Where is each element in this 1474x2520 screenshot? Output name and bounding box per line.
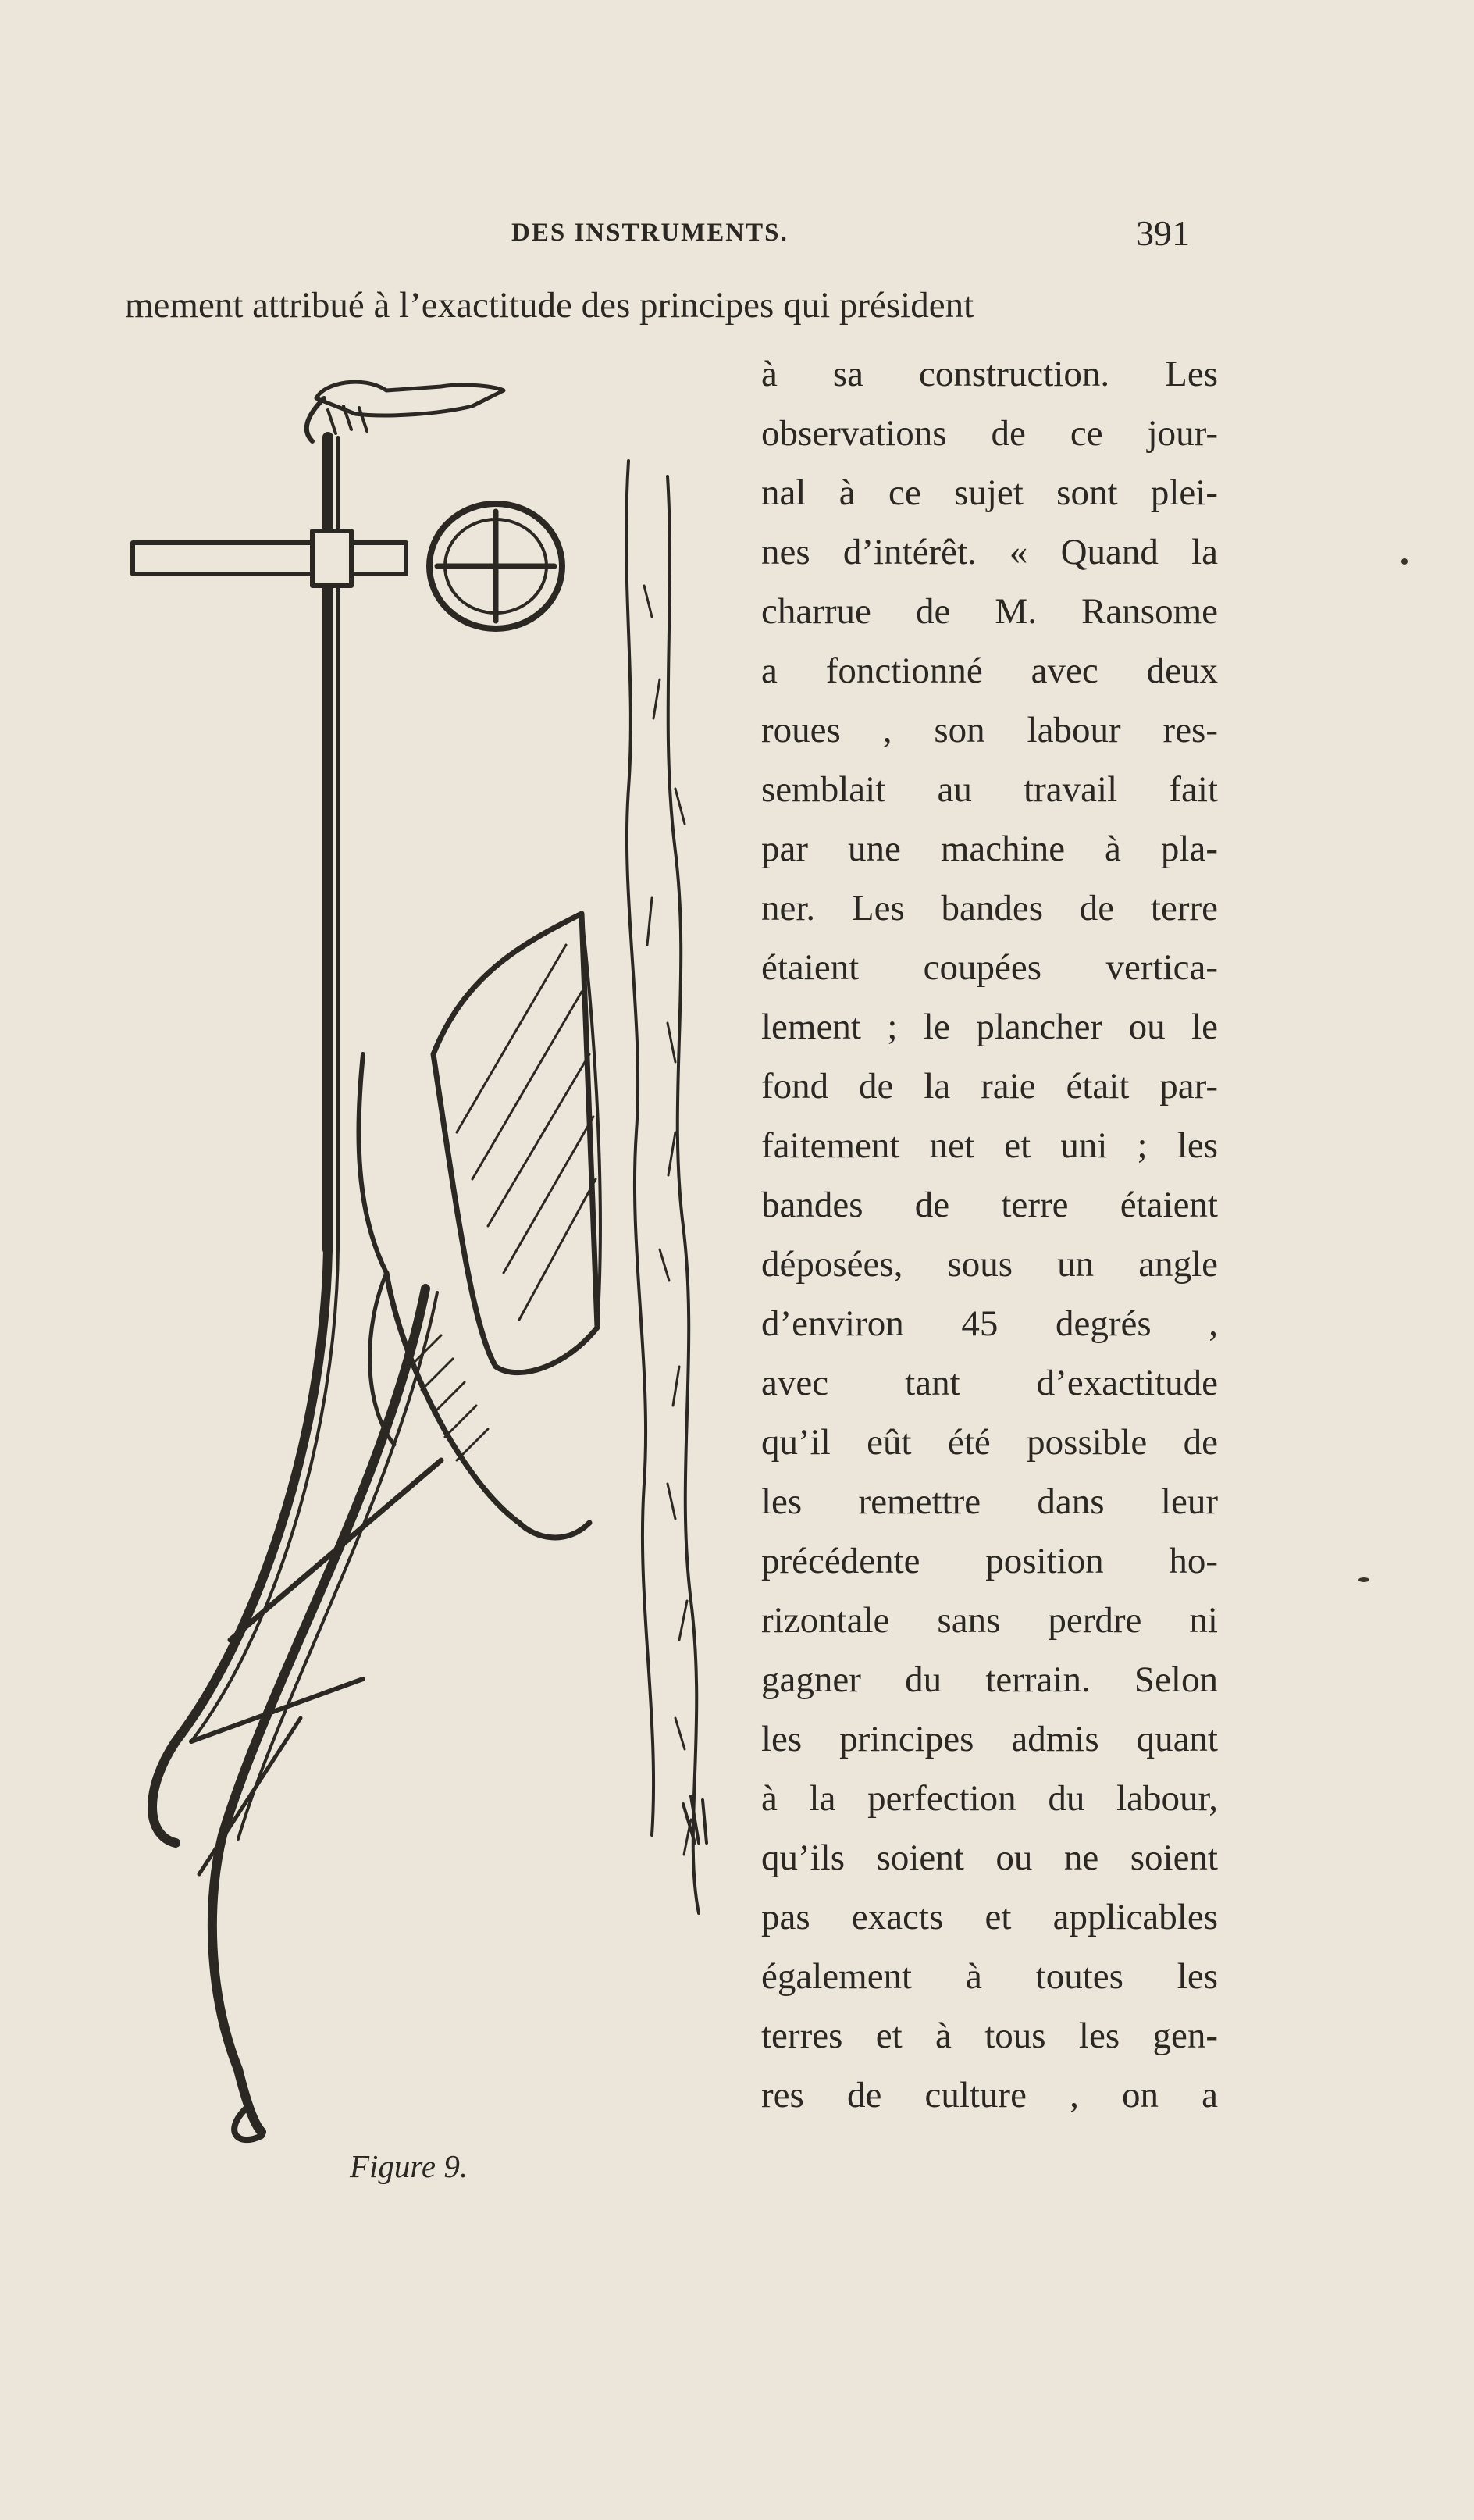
text-line: également à toutes les [761, 1956, 1218, 1997]
text-column [761, 344, 1218, 2125]
text-line: res de culture , on a [761, 2075, 1218, 2115]
text-line: rizontale sans perdre ni [761, 1600, 1218, 1641]
paper-speck [1358, 1577, 1369, 1582]
paper-speck [1401, 558, 1408, 565]
text-line: bandes de terre étaient [761, 1185, 1218, 1225]
text-line: d’environ 45 degrés , [761, 1303, 1218, 1344]
text-line: qu’ils soient ou ne soient [761, 1837, 1218, 1878]
text-line: à sa construction. Les [761, 354, 1218, 394]
text-line: pas exacts et applicables [761, 1897, 1218, 1937]
text-line: avec tant d’exactitude [761, 1363, 1218, 1403]
text-line: nes d’intérêt. « Quand la [761, 532, 1218, 572]
figure-caption: Figure 9. [350, 2148, 468, 2184]
text-line: par une machine à pla- [761, 829, 1218, 869]
text-line: roues , son labour res- [761, 710, 1218, 750]
text-line: à la perfection du labour, [761, 1778, 1218, 1819]
text-line: ner. Les bandes de terre [761, 888, 1218, 929]
text-line: gagner du terrain. Selon [761, 1659, 1218, 1700]
text-line: terres et à tous les gen- [761, 2016, 1218, 2056]
text-line: précédente position ho- [761, 1541, 1218, 1581]
text-line: étaient coupées vertica- [761, 947, 1218, 988]
text-line: faitement net et uni ; les [761, 1125, 1218, 1166]
text-line: charrue de M. Ransome [761, 591, 1218, 632]
text-line: déposées, sous un angle [761, 1244, 1218, 1285]
text-line: fond de la raie était par- [761, 1066, 1218, 1107]
page-number: 391 [1136, 213, 1190, 253]
text-line: a fonctionné avec deux [761, 650, 1218, 691]
text-line: les principes admis quant [761, 1719, 1218, 1759]
text-line: semblait au travail fait [761, 769, 1218, 810]
text-line: observations de ce jour- [761, 413, 1218, 454]
text-line: qu’il eût été possible de [761, 1422, 1218, 1463]
text-line: les remettre dans leur [761, 1481, 1218, 1522]
plow-illustration [129, 351, 738, 2171]
body-first-line: mement attribué à l’exactitude des principes qui président [125, 285, 974, 326]
text-line: nal à ce sujet sont plei- [761, 472, 1218, 513]
text-line: lement ; le plancher ou le [761, 1007, 1218, 1047]
running-head: DES INSTRUMENTS. [511, 219, 789, 247]
